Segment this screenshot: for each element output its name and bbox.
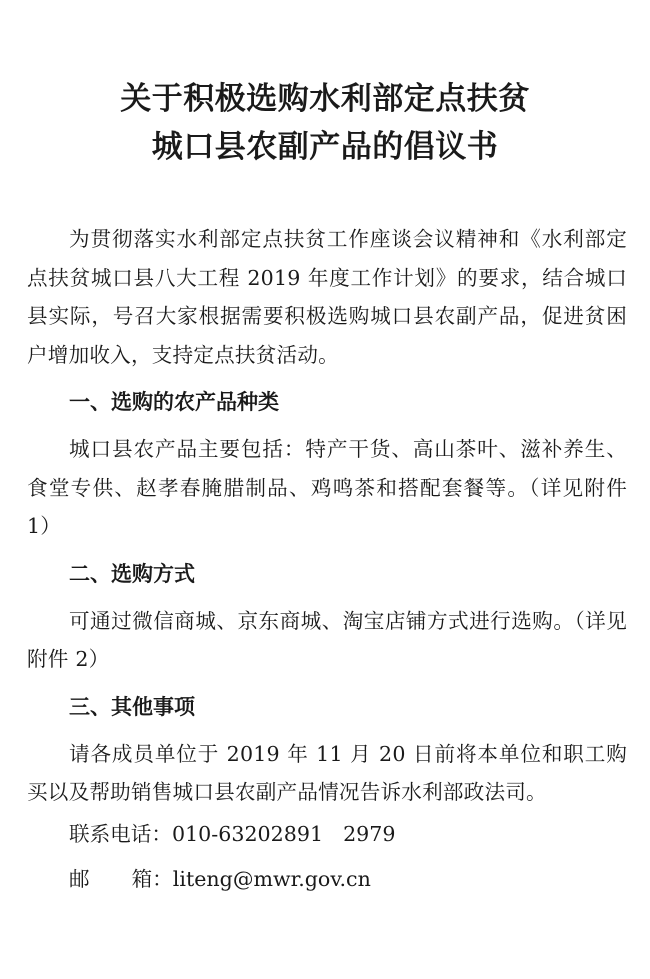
contact-email-label-b: 箱： <box>131 866 173 891</box>
section-2-heading: 二、选购方式 <box>69 561 195 586</box>
contact-email-line <box>27 857 627 902</box>
contact-phone-extension: 2979 <box>343 821 396 846</box>
document-title-line-2: 城口县农副产品的倡议书 <box>151 129 499 165</box>
contact-phone-line <box>27 812 627 857</box>
contact-phone-number: 010-63202891 <box>171 821 324 846</box>
section-1-paragraph: 城口县农产品主要包括：特产干货、高山茶叶、滋补养生、食堂专供、赵孝春腌腊制品、鸡鸣茶和搭配套餐等。（详见附件 1） <box>27 437 627 538</box>
section-3-paragraph: 请各成员单位于 2019 年 11 月 20 日前将本单位和职工购买以及帮助销售城口县农副产品情况告诉水利部政法司。 <box>27 741 627 804</box>
section-1-heading: 一、选购的农产品种类 <box>69 390 279 414</box>
document-body <box>27 220 627 902</box>
section-3-heading: 三、其他事项 <box>69 694 195 719</box>
section-2-paragraph: 可通过微信商城、京东商城、淘宝店铺方式进行选购。（详见附件 2） <box>27 608 627 671</box>
contact-email-label <box>69 857 173 902</box>
contact-email-label-a: 邮 <box>69 866 90 891</box>
document-title-line-1: 关于积极选购水利部定点扶贫 <box>120 81 530 117</box>
contact-email-address: liteng@mwr.gov.cn <box>172 866 371 891</box>
contact-phone-label: 联系电话： <box>69 821 172 846</box>
intro-paragraph: 为贯彻落实水利部定点扶贫工作座谈会议精神和《水利部定点扶贫城口县八大工程 2019 年度工作计划》的要求，结合城口县实际，号召大家根据需要积极选购城口县农副产品，促进贫困户增加收入，支持定点扶贫活动。 <box>27 227 627 367</box>
